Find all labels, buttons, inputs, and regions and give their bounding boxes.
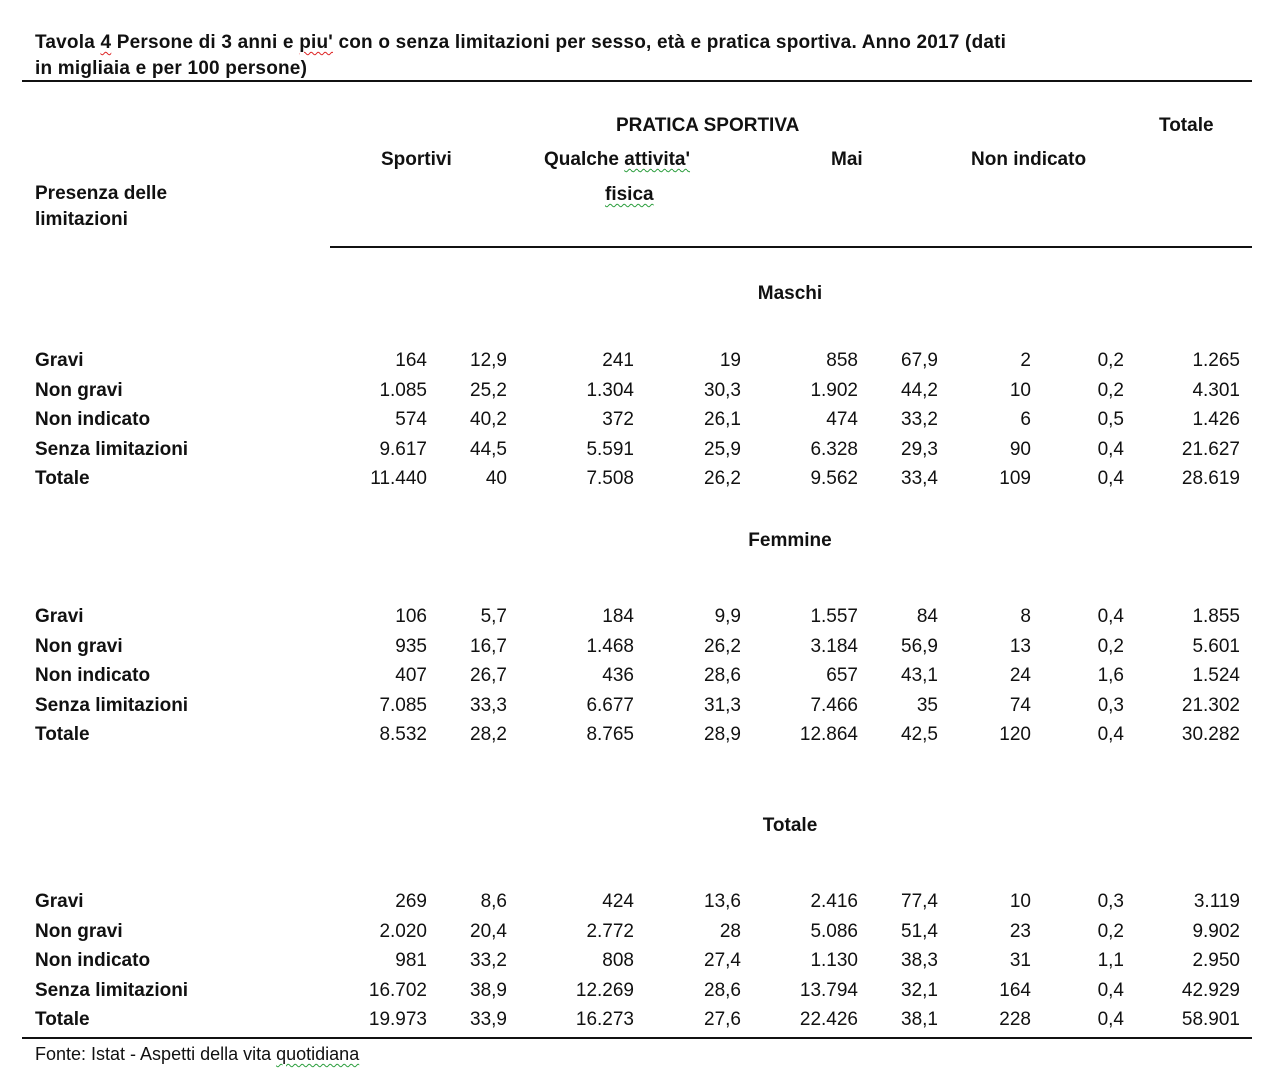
table-cell: 0,4 [1097, 468, 1124, 489]
row-label: Gravi [35, 606, 84, 627]
table-cell: 28.619 [1181, 468, 1240, 489]
table-cell: 7.508 [586, 468, 634, 489]
table-cell: 228 [999, 1009, 1031, 1030]
row-label: Gravi [35, 350, 84, 371]
table-cell: 77,4 [901, 891, 938, 912]
table-row [0, 695, 1280, 725]
table-row [0, 980, 1280, 1010]
table-row [0, 606, 1280, 636]
table-cell: 2.950 [1192, 950, 1240, 971]
header-non-indicato: Non indicato [971, 149, 1087, 170]
table-row [0, 921, 1280, 951]
table-cell: 23 [1009, 921, 1031, 942]
table-cell: 935 [395, 636, 427, 657]
table-row [0, 891, 1280, 921]
table-cell: 19 [719, 350, 741, 371]
table-cell: 0,3 [1097, 891, 1124, 912]
table-cell: 28,6 [704, 665, 741, 686]
header-sportivi: Sportivi [381, 149, 452, 170]
table-cell: 1.304 [586, 380, 634, 401]
header-row-label [35, 181, 167, 233]
table-cell: 28,6 [704, 980, 741, 1001]
table-cell: 0,3 [1097, 695, 1124, 716]
table-cell: 1.855 [1192, 606, 1240, 627]
row-label: Senza limitazioni [35, 695, 189, 716]
table-cell: 1,1 [1097, 950, 1124, 971]
table-cell: 67,9 [901, 350, 938, 371]
table-cell: 6.677 [586, 695, 634, 716]
table-cell: 8 [1020, 606, 1031, 627]
row-label: Totale [35, 1009, 90, 1030]
table-cell: 164 [395, 350, 427, 371]
table-cell: 40 [485, 468, 507, 489]
table-cell: 9,9 [714, 606, 741, 627]
table-cell: 3.119 [1193, 891, 1240, 912]
table-cell: 2.772 [586, 921, 634, 942]
table-cell: 372 [602, 409, 634, 430]
table-cell: 12,9 [470, 350, 507, 371]
table-row [0, 636, 1280, 666]
title-table-number: 4 [100, 32, 112, 53]
row-label: Totale [35, 724, 90, 745]
table-cell: 2 [1020, 350, 1031, 371]
table-cell: 106 [395, 606, 427, 627]
table-cell: 7.085 [379, 695, 427, 716]
table-cell: 56,9 [901, 636, 938, 657]
table-cell: 42.929 [1181, 980, 1240, 1001]
table-cell: 38,3 [901, 950, 938, 971]
table-cell: 16.702 [368, 980, 427, 1001]
table-cell: 26,2 [704, 636, 741, 657]
title-text: con o senza limitazioni per sesso, età e pratica sportiva. Anno 2017 (dati [333, 32, 1007, 53]
table-cell: 19.973 [368, 1009, 427, 1030]
header-row-label-line-2: limitazioni [35, 209, 128, 230]
header-rule [330, 246, 1252, 248]
table-cell: 74 [1009, 695, 1031, 716]
source-text: Fonte: Istat - Aspetti della vita [35, 1044, 277, 1064]
row-label: Totale [35, 468, 90, 489]
table-cell: 10 [1009, 380, 1031, 401]
table-row [0, 724, 1280, 754]
table-cell: 1.902 [810, 380, 858, 401]
table-cell: 9.617 [379, 439, 427, 460]
header-qualche-text: Qualche [544, 149, 625, 170]
table-cell: 16.273 [575, 1009, 634, 1030]
table-cell: 38,1 [901, 1009, 938, 1030]
table-cell: 5.086 [810, 921, 858, 942]
table-cell: 25,2 [470, 380, 507, 401]
table-cell: 12.269 [575, 980, 634, 1001]
header-row-label-line-1: Presenza delle [35, 183, 168, 204]
table-cell: 29,3 [901, 439, 938, 460]
table-cell: 3.184 [810, 636, 858, 657]
table-cell: 13,6 [704, 891, 741, 912]
title-misspelled-word: piu' [299, 32, 333, 53]
table-cell: 40,2 [470, 409, 507, 430]
table-cell: 42,5 [901, 724, 938, 745]
row-label: Senza limitazioni [35, 980, 189, 1001]
row-label: Non gravi [35, 380, 123, 401]
table-cell: 31,3 [704, 695, 741, 716]
table-cell: 0,4 [1097, 724, 1124, 745]
table-cell: 8.765 [586, 724, 634, 745]
table-cell: 31 [1009, 950, 1031, 971]
table-cell: 1.085 [379, 380, 427, 401]
table-cell: 9.562 [810, 468, 858, 489]
table-cell: 407 [395, 665, 427, 686]
table-row [0, 1009, 1280, 1039]
table-cell: 4.301 [1192, 380, 1240, 401]
row-label: Senza limitazioni [35, 439, 189, 460]
table-cell: 981 [395, 950, 427, 971]
table-cell: 10 [1009, 891, 1031, 912]
table-cell: 1.426 [1192, 409, 1240, 430]
table-cell: 120 [999, 724, 1031, 745]
table-cell: 27,6 [704, 1009, 741, 1030]
table-cell: 16,7 [470, 636, 507, 657]
table-cell: 30.282 [1181, 724, 1240, 745]
table-cell: 28 [719, 921, 741, 942]
table-cell: 1.524 [1192, 665, 1240, 686]
bottom-rule [22, 1037, 1252, 1039]
table-cell: 43,1 [901, 665, 938, 686]
table-cell: 27,4 [704, 950, 741, 971]
table-cell: 28,2 [470, 724, 507, 745]
table-cell: 22.426 [799, 1009, 858, 1030]
table-cell: 0,4 [1097, 606, 1124, 627]
title-line-1 [35, 30, 1255, 56]
title-text: Persone di 3 anni e [111, 32, 300, 53]
header-totale: Totale [1159, 115, 1214, 136]
table-cell: 241 [602, 350, 634, 371]
table-cell: 164 [999, 980, 1031, 1001]
table-cell: 0,2 [1097, 350, 1124, 371]
table-cell: 184 [602, 606, 634, 627]
table-cell: 51,4 [901, 921, 938, 942]
table-cell: 5,7 [480, 606, 507, 627]
table-cell: 25,9 [704, 439, 741, 460]
table-cell: 0,4 [1097, 980, 1124, 1001]
section-heading: Femmine [748, 530, 832, 551]
table-row [0, 350, 1280, 380]
row-label: Non indicato [35, 950, 151, 971]
table-cell: 424 [602, 891, 634, 912]
table-cell: 8.532 [379, 724, 427, 745]
table-cell: 7.466 [810, 695, 858, 716]
table-row [0, 409, 1280, 439]
source-text-underlined: quotidiana [276, 1044, 360, 1064]
table-cell: 6.328 [810, 439, 858, 460]
table-cell: 20,4 [470, 921, 507, 942]
table-cell: 33,3 [470, 695, 507, 716]
table-cell: 13 [1009, 636, 1031, 657]
header-mai: Mai [831, 149, 863, 170]
header-attivita-text: attivita' [624, 149, 691, 170]
table-cell: 0,4 [1097, 439, 1124, 460]
table-cell: 1.468 [586, 636, 634, 657]
table-cell: 12.864 [799, 724, 858, 745]
table-row [0, 439, 1280, 469]
table-cell: 24 [1009, 665, 1031, 686]
row-label: Non gravi [35, 636, 123, 657]
table-cell: 657 [826, 665, 858, 686]
table-row [0, 665, 1280, 695]
table-cell: 26,7 [470, 665, 507, 686]
table-cell: 13.794 [799, 980, 858, 1001]
table-cell: 84 [916, 606, 938, 627]
table-cell: 0,2 [1097, 380, 1124, 401]
top-rule [22, 80, 1252, 82]
row-label: Gravi [35, 891, 84, 912]
table-cell: 2.020 [379, 921, 427, 942]
row-label: Non indicato [35, 409, 151, 430]
table-cell: 11.440 [370, 468, 427, 489]
table-cell: 1,6 [1097, 665, 1124, 686]
table-cell: 35 [916, 695, 938, 716]
table-cell: 0,2 [1097, 636, 1124, 657]
table-cell: 44,2 [901, 380, 938, 401]
header-qualche-attivita [544, 147, 690, 173]
table-cell: 0,5 [1097, 409, 1124, 430]
table-cell: 1.557 [810, 606, 858, 627]
table-cell: 28,9 [704, 724, 741, 745]
title-line-2: in migliaia e per 100 persone) [35, 58, 308, 79]
table-cell: 90 [1009, 439, 1031, 460]
table-cell: 436 [602, 665, 634, 686]
table-cell: 269 [395, 891, 427, 912]
table-cell: 26,2 [704, 468, 741, 489]
table-cell: 21.302 [1181, 695, 1240, 716]
table-cell: 58.901 [1181, 1009, 1240, 1030]
table-title [35, 30, 1255, 82]
table-cell: 808 [602, 950, 634, 971]
table-cell: 33,2 [470, 950, 507, 971]
section-heading: Totale [762, 815, 818, 836]
table-row [0, 468, 1280, 498]
table-cell: 6 [1020, 409, 1031, 430]
table-cell: 5.601 [1192, 636, 1240, 657]
table-cell: 33,2 [901, 409, 938, 430]
table-row [0, 380, 1280, 410]
table-cell: 474 [826, 409, 858, 430]
row-label: Non gravi [35, 921, 123, 942]
table-cell: 9.902 [1192, 921, 1240, 942]
table-cell: 109 [999, 468, 1031, 489]
table-cell: 2.416 [810, 891, 858, 912]
table-cell: 1.130 [810, 950, 858, 971]
row-label: Non indicato [35, 665, 151, 686]
table-cell: 0,4 [1097, 1009, 1124, 1030]
table-cell: 32,1 [901, 980, 938, 1001]
table-row [0, 950, 1280, 980]
table-cell: 33,9 [470, 1009, 507, 1030]
title-text: Tavola [35, 32, 101, 53]
table-cell: 33,4 [901, 468, 938, 489]
table-cell: 30,3 [704, 380, 741, 401]
table-cell: 26,1 [704, 409, 741, 430]
table-cell: 38,9 [470, 980, 507, 1001]
table-cell: 0,2 [1097, 921, 1124, 942]
table-cell: 44,5 [470, 439, 507, 460]
table-cell: 1.265 [1192, 350, 1240, 371]
source-note [35, 1044, 359, 1065]
header-group-pratica-sportiva: PRATICA SPORTIVA [616, 115, 800, 136]
section-heading: Maschi [757, 283, 823, 304]
table-cell: 858 [826, 350, 858, 371]
table-cell: 574 [395, 409, 427, 430]
table-cell: 21.627 [1181, 439, 1240, 460]
table-cell: 8,6 [480, 891, 507, 912]
table-cell: 5.591 [586, 439, 634, 460]
header-fisica: fisica [605, 184, 654, 205]
